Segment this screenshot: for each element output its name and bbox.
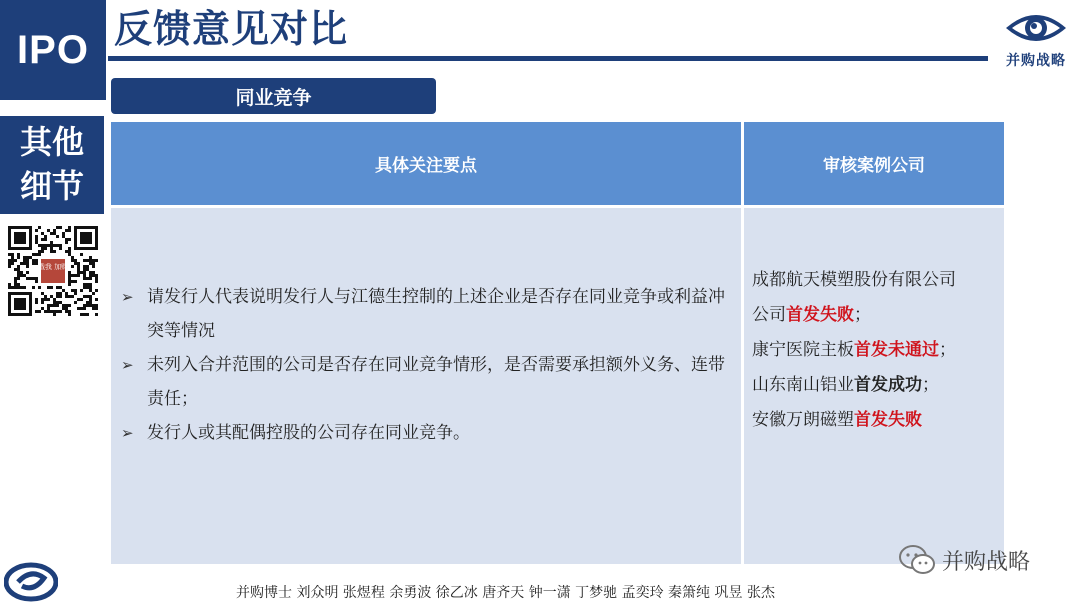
case-status: 首发成功 [854,375,922,395]
qr-stamp-text: 戳我 加购 [37,263,69,271]
case-company: 安徽万朗磁塑 [752,410,854,430]
case-status: 首发未通过 [854,340,939,360]
case-status: 首发失败 [786,305,854,325]
focus-point-text: 发行人或其配偶控股的公司存在同业竞争。 [147,423,470,443]
case-line [752,298,996,333]
qr-code[interactable] [8,226,98,316]
arrow-bullet-icon: ➢ [121,356,134,374]
case-status: 首发失败 [854,410,922,430]
wechat-account-name: 并购战略 [942,549,1031,575]
eye-icon [1004,8,1068,48]
brand-logo [998,8,1074,74]
logo-text: 并购战略 [1006,53,1066,69]
wechat-account [898,540,1030,580]
arrow-bullet-icon: ➢ [121,424,134,442]
side-label-line1: 其他 [19,123,84,161]
footer-authors: 并购博士 刘众明 张煜程 余勇波 徐乙冰 唐齐天 钟一潇 丁梦驰 孟奕玲 秦箫纯 巩昱 张杰 [236,585,775,601]
case-line [752,403,996,438]
list-item [121,348,727,416]
case-line [752,263,996,298]
case-company: 山东南山铝业 [752,375,854,395]
case-punct: ； [854,305,871,325]
focus-point-text: 请发行人代表说明发行人与江德生控制的上述企业是否存在同业竞争或利益冲突等情况 [147,287,725,341]
case-punct: ； [939,340,956,360]
case-line [752,333,996,368]
side-label-line2: 细节 [19,167,84,205]
list-item [121,280,727,348]
comparison-table [111,122,1004,564]
wechat-icon [898,544,936,576]
case-companies-cell [744,208,1004,564]
focus-points-cell [111,208,741,564]
header-focus-points: 具体关注要点 [111,122,741,205]
section-tag: 同业竞争 [111,78,436,114]
list-item [121,416,727,450]
ipo-label: IPO [0,0,106,100]
case-company: 成都航天模塑股份有限公司 [752,270,956,290]
case-line [752,368,996,403]
focus-point-text: 未列入合并范围的公司是否存在同业竞争情形，是否需要承担额外义务、连带责任； [147,355,725,409]
focus-points-list [121,280,727,450]
page-title: 反馈意见对比 [114,7,349,51]
swirl-logo-icon [4,562,58,602]
case-punct: ； [922,375,939,395]
case-company: 康宁医院主板 [752,340,854,360]
footer-logo [4,562,58,602]
arrow-bullet-icon: ➢ [121,288,134,306]
title-divider [108,56,988,61]
header-case-companies: 审核案例公司 [744,122,1004,205]
qr-code-icon [8,226,98,316]
case-company: 公司 [752,305,786,325]
side-label [0,116,104,214]
